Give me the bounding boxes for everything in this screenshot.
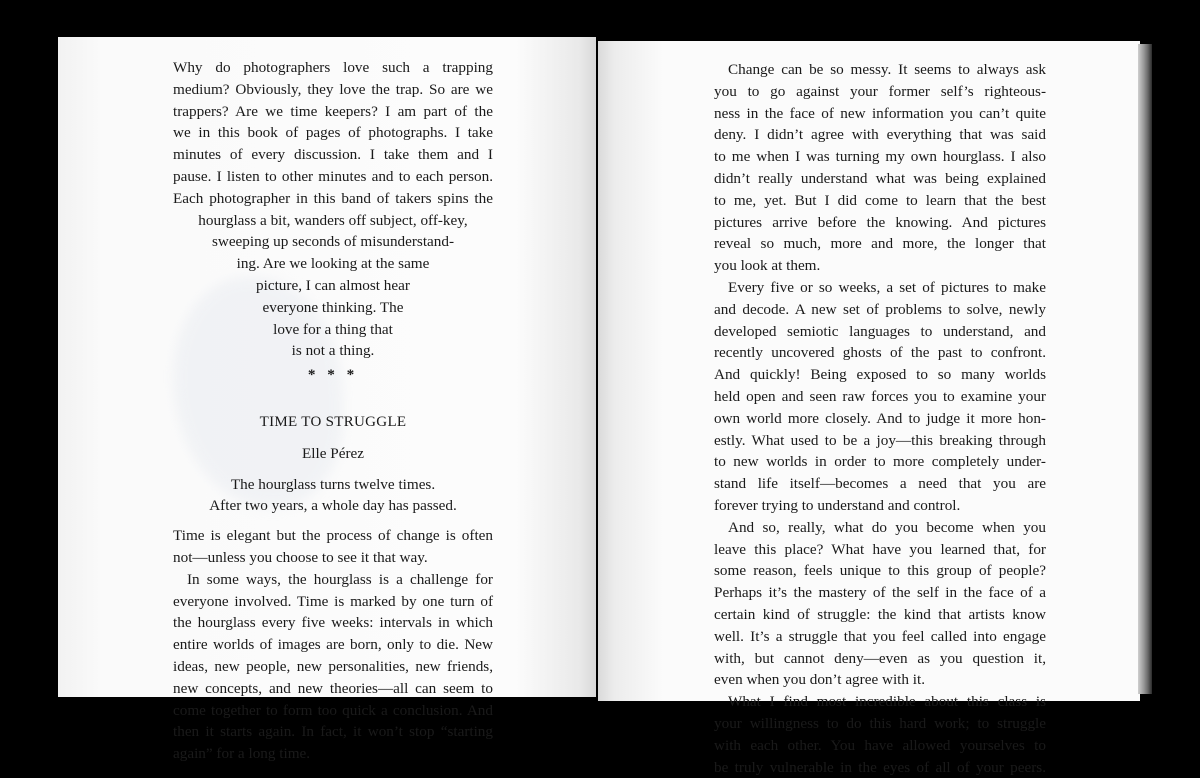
text-line: ing. Are we looking at the same bbox=[173, 253, 493, 275]
text-line: well. It’s a struggle that you feel called into engage bbox=[714, 626, 1046, 648]
text-line: minutes of every discussion. I take them and I bbox=[173, 144, 493, 166]
right-paragraph-1 bbox=[714, 59, 1046, 277]
text-line: and decode. A new set of problems to solve, newly bbox=[714, 299, 1046, 321]
left-page bbox=[58, 37, 596, 697]
text-line: Every five or so weeks, a set of pictures to make bbox=[714, 277, 1046, 299]
text-line: you look at them. bbox=[714, 255, 1046, 277]
text-line: didn’t really understand what was being explained bbox=[714, 168, 1046, 190]
left-paragraph-2 bbox=[173, 569, 493, 765]
text-line: held open and seen raw forces you to examine your bbox=[714, 386, 1046, 408]
right-page-text bbox=[714, 59, 1046, 778]
text-line: we in this book of pages of photographs. I take bbox=[173, 122, 493, 144]
section-separator: * * * bbox=[173, 364, 493, 386]
text-line: Each photographer in this band of takers spins the bbox=[173, 188, 493, 210]
text-line: ideas, new people, new personalities, new friends, bbox=[173, 656, 493, 678]
right-paragraph-2 bbox=[714, 277, 1046, 517]
text-line: medium? Obviously, they love the trap. So are we bbox=[173, 79, 493, 101]
text-line: What I find most incredible about this class is bbox=[714, 691, 1046, 713]
right-paragraph-4 bbox=[714, 691, 1046, 778]
intro-paragraph bbox=[173, 57, 493, 210]
essay-author: Elle Pérez bbox=[173, 443, 493, 465]
text-line: stand life itself—becomes a need that you are bbox=[714, 473, 1046, 495]
text-line: again” for a long time. bbox=[173, 743, 493, 765]
text-line: And so, really, what do you become when you bbox=[714, 517, 1046, 539]
text-line: with, but cannot deny—even as you question it, bbox=[714, 648, 1046, 670]
text-line: love for a thing that bbox=[173, 319, 493, 341]
text-line: pause. I listen to other minutes and to each person. bbox=[173, 166, 493, 188]
page-stack-edge bbox=[1138, 44, 1152, 694]
text-line: After two years, a whole day has passed. bbox=[173, 495, 493, 517]
text-line: to me when I was turning my own hourglass. I also bbox=[714, 146, 1046, 168]
text-line: Change can be so messy. It seems to always ask bbox=[714, 59, 1046, 81]
text-line: even when you don’t agree with it. bbox=[714, 669, 1046, 691]
text-line: own world more closely. And to judge it more hon- bbox=[714, 408, 1046, 430]
text-line: you to go against your former self’s righteous- bbox=[714, 81, 1046, 103]
right-paragraph-3 bbox=[714, 517, 1046, 691]
text-line: Perhaps it’s the mastery of the self in the face of a bbox=[714, 582, 1046, 604]
text-line: some reason, feels unique to this group of people? bbox=[714, 560, 1046, 582]
text-line: come together to form too quick a conclusion. And bbox=[173, 700, 493, 722]
text-line: ness in the face of new information you can’t quite bbox=[714, 103, 1046, 125]
text-line: to me, yet. But I did come to learn that the best bbox=[714, 190, 1046, 212]
text-line: then it starts again. In fact, it won’t stop “starting bbox=[173, 721, 493, 743]
text-line: And quickly! Being exposed to so many worlds bbox=[714, 364, 1046, 386]
text-line: entire worlds of images are born, only to die. New bbox=[173, 634, 493, 656]
epigraph bbox=[173, 474, 493, 518]
text-line: to new worlds in order to more completely under- bbox=[714, 451, 1046, 473]
text-line: deny. I didn’t agree with everything that was said bbox=[714, 124, 1046, 146]
text-line: recently uncovered ghosts of the past to confront. bbox=[714, 342, 1046, 364]
text-line: everyone thinking. The bbox=[173, 297, 493, 319]
text-line: everyone involved. Time is marked by one turn of bbox=[173, 591, 493, 613]
text-line: trappers? Are we time keepers? I am part of the bbox=[173, 101, 493, 123]
text-line: Why do photographers love such a trapping bbox=[173, 57, 493, 79]
text-line: be truly vulnerable in the eyes of all of your peers. bbox=[714, 757, 1046, 778]
text-line: leave this place? What have you learned that, for bbox=[714, 539, 1046, 561]
text-line: with each other. You have allowed yourselves to bbox=[714, 735, 1046, 757]
text-line: reveal so much, more and more, the longer that bbox=[714, 233, 1046, 255]
text-line: developed semiotic languages to understand, and bbox=[714, 321, 1046, 343]
right-page bbox=[598, 41, 1140, 701]
text-line: The hourglass turns twelve times. bbox=[173, 474, 493, 496]
text-line: the hourglass every five weeks: intervals in which bbox=[173, 612, 493, 634]
text-line: not—unless you choose to see it that way. bbox=[173, 547, 493, 569]
essay-heading: TIME TO STRUGGLE bbox=[173, 412, 493, 434]
text-line: new concepts, and new theories—all can seem to bbox=[173, 678, 493, 700]
text-line: In some ways, the hourglass is a challenge for bbox=[173, 569, 493, 591]
text-line: estly. What used to be a joy—this breaking through bbox=[714, 430, 1046, 452]
text-line: picture, I can almost hear bbox=[173, 275, 493, 297]
text-line: pictures arrive before the knowing. And pictures bbox=[714, 212, 1046, 234]
text-line: hourglass a bit, wanders off subject, off-key, bbox=[173, 210, 493, 232]
text-line: your willingness to do this hard work; to struggle bbox=[714, 713, 1046, 735]
hourglass-shaped-text bbox=[173, 210, 493, 363]
text-line: is not a thing. bbox=[173, 340, 493, 362]
text-line: certain kind of struggle: the kind that artists know bbox=[714, 604, 1046, 626]
text-line: Time is elegant but the process of change is often bbox=[173, 525, 493, 547]
text-line: forever trying to understand and control. bbox=[714, 495, 1046, 517]
left-paragraph-1 bbox=[173, 525, 493, 569]
text-line: sweeping up seconds of misunderstand- bbox=[173, 231, 493, 253]
left-page-text bbox=[173, 57, 493, 765]
